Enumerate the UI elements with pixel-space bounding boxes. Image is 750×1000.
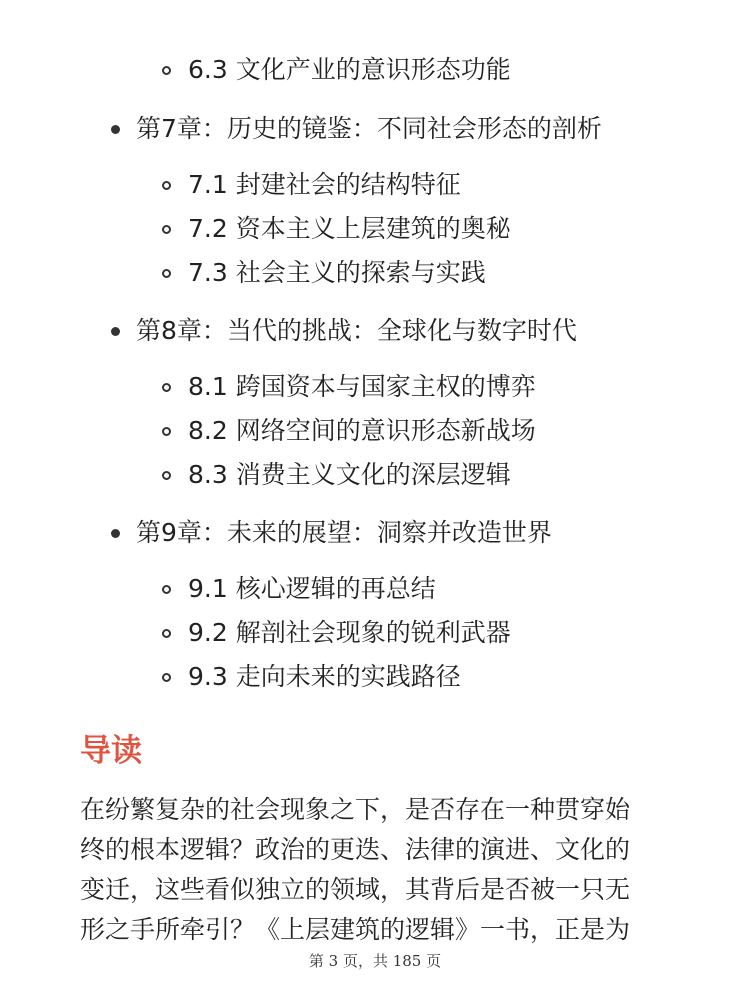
- hollow-bullet-icon: [162, 383, 171, 392]
- intro-paragraph: [80, 790, 680, 950]
- hollow-bullet-icon: [162, 66, 171, 75]
- toc-item-8-1[interactable]: 8.1 跨国资本与国家主权的博弈: [188, 372, 536, 401]
- hollow-bullet-icon: [162, 269, 171, 278]
- toc-item-9-3[interactable]: 9.3 走向未来的实践路径: [188, 662, 461, 691]
- toc-item-7-1[interactable]: 7.1 封建社会的结构特征: [188, 170, 461, 199]
- toc-chapter-7[interactable]: 第7章：历史的镜鉴：不同社会形态的剖析: [136, 114, 602, 143]
- hollow-bullet-icon: [162, 225, 171, 234]
- section-heading: 导读: [80, 733, 142, 769]
- paragraph-line: 形之手所牵引？《上层建筑的逻辑》一书，正是为: [80, 915, 631, 944]
- hollow-bullet-icon: [162, 673, 171, 682]
- toc-item-7-3[interactable]: 7.3 社会主义的探索与实践: [188, 258, 486, 287]
- toc-item-6-3[interactable]: 6.3 文化产业的意识形态功能: [188, 55, 511, 84]
- hollow-bullet-icon: [162, 471, 171, 480]
- toc-item-8-3[interactable]: 8.3 消费主义文化的深层逻辑: [188, 460, 511, 489]
- paragraph-line: 变迁，这些看似独立的领域，其背后是否被一只无: [80, 875, 631, 904]
- hollow-bullet-icon: [162, 181, 171, 190]
- toc-item-9-1[interactable]: 9.1 核心逻辑的再总结: [188, 574, 436, 603]
- filled-bullet-icon: [111, 125, 120, 134]
- toc-item-8-2[interactable]: 8.2 网络空间的意识形态新战场: [188, 416, 536, 445]
- page-number-footer: 第 3 页，共 185 页: [308, 952, 442, 970]
- hollow-bullet-icon: [162, 585, 171, 594]
- filled-bullet-icon: [111, 529, 120, 538]
- hollow-bullet-icon: [162, 427, 171, 436]
- toc-chapter-8[interactable]: 第8章：当代的挑战：全球化与数字时代: [136, 316, 577, 345]
- hollow-bullet-icon: [162, 629, 171, 638]
- paragraph-line: 在纷繁复杂的社会现象之下，是否存在一种贯穿始: [80, 795, 631, 824]
- paragraph-line: 终的根本逻辑？政治的更迭、法律的演进、文化的: [80, 835, 631, 864]
- toc-chapter-9[interactable]: 第9章：未来的展望：洞察并改造世界: [136, 518, 552, 547]
- toc-item-9-2[interactable]: 9.2 解剖社会现象的锐利武器: [188, 618, 511, 647]
- toc-item-7-2[interactable]: 7.2 资本主义上层建筑的奥秘: [188, 214, 511, 243]
- filled-bullet-icon: [111, 327, 120, 336]
